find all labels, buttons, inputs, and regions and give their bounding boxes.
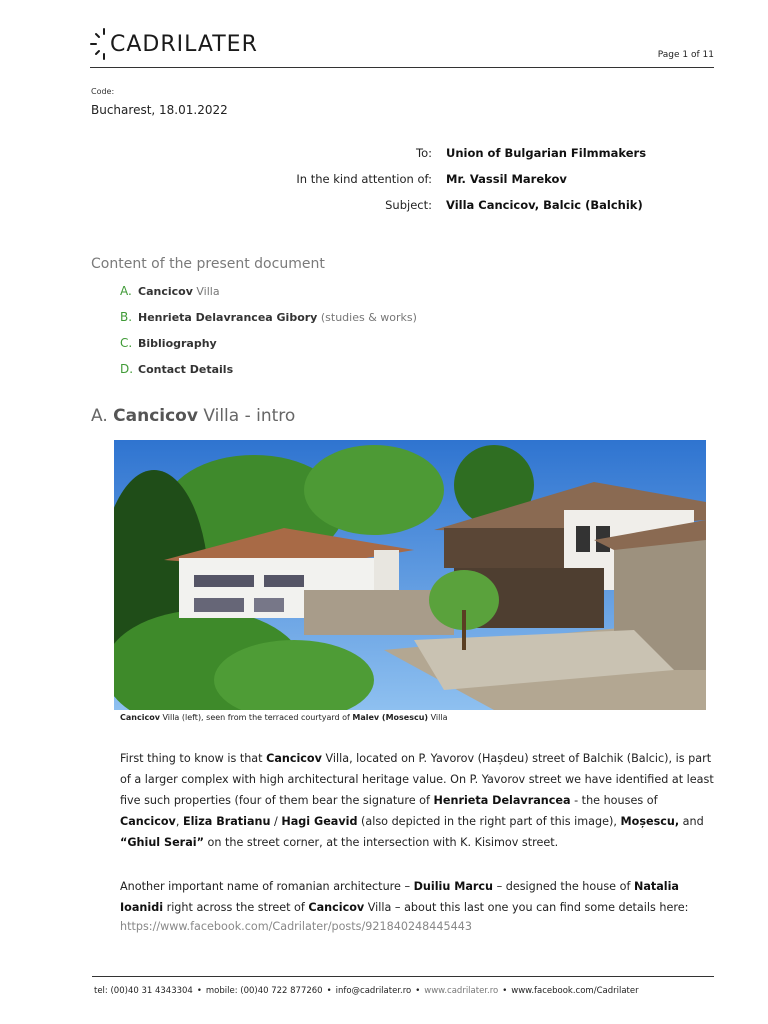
addressee-value: Union of Bulgarian Filmmakers — [446, 146, 647, 160]
text-run: – designed the house of — [493, 880, 634, 893]
footer-facebook[interactable]: www.facebook.com/Cadrilater — [511, 986, 639, 996]
subject-label: Subject: — [385, 198, 432, 212]
text-run: First thing to know is that — [120, 752, 267, 765]
addressee-label: To: — [416, 146, 432, 160]
subject-row — [90, 198, 714, 214]
section-a-heading — [91, 406, 295, 426]
logo-text: CADRILATER — [110, 31, 258, 57]
header-divider — [90, 67, 714, 68]
toc-item-bold: Henrieta Delavrancea Gibory — [138, 311, 318, 324]
code-label: Code: — [91, 87, 115, 96]
section-rest: Villa - intro — [197, 406, 296, 426]
footer-divider — [92, 976, 714, 977]
footer-separator: • — [502, 986, 508, 996]
caption-text-1: Villa (left), seen from the terraced courtyard of — [159, 713, 353, 722]
bold-run: Hagi Geavid — [281, 815, 358, 828]
second-paragraph — [120, 876, 720, 918]
bold-run: Cancicov — [308, 901, 365, 914]
text-run: - the houses of — [570, 794, 658, 807]
bold-run: Cancicov — [266, 752, 322, 765]
footer-separator: • — [196, 986, 202, 996]
photo-caption — [120, 713, 448, 722]
page-number: Page 1 of 11 — [657, 50, 714, 60]
toc-letter: A. — [120, 284, 132, 298]
caption-bold-2: Malev (Mosescu) — [352, 713, 429, 722]
text-run: , — [175, 815, 183, 828]
toc-item-d[interactable] — [120, 362, 233, 376]
subject-value: Villa Cancicov, Balcic (Balchik) — [446, 198, 643, 212]
bold-run: Moșescu, — [620, 815, 680, 828]
toc-item-rest: Villa — [192, 285, 220, 298]
text-run: on the street corner, at the intersection with K. Kisimov street. — [203, 836, 559, 849]
bold-run: Cancicov — [120, 815, 176, 828]
toc-letter: C. — [120, 336, 133, 350]
attention-label: In the kind attention of: — [296, 172, 432, 186]
toc-letter: B. — [120, 310, 133, 324]
intro-paragraph — [120, 748, 720, 853]
footer-website[interactable]: www.cadrilater.ro — [424, 986, 499, 996]
text-run: Villa, located on P. Yavorov (Hașdeu) street of Balchik (Balcic), is part of a larger complex with high architectural heritage value. On P. Yavorov street we have identified at least five such properties (four of them bear the signature of — [120, 752, 714, 807]
toc-item-a[interactable] — [120, 284, 220, 298]
text-run: Another important name of romanian architecture – — [120, 880, 414, 893]
sun-icon — [90, 27, 112, 61]
addressee-row — [90, 146, 714, 162]
caption-text-2: Villa — [428, 713, 448, 722]
caption-bold-1: Cancicov — [120, 713, 160, 722]
toc-item-b[interactable] — [120, 310, 417, 324]
text-run: and — [679, 815, 704, 828]
text-run: Villa – about this last one you can find some details here: — [364, 901, 689, 914]
villa-photo — [114, 440, 706, 710]
footer-separator: • — [326, 986, 332, 996]
toc-item-c[interactable] — [120, 336, 217, 350]
toc-item-bold: Bibliography — [138, 337, 217, 350]
bold-run: “Ghiul Serai” — [120, 836, 204, 849]
toc-item-bold: Contact Details — [138, 363, 234, 376]
footer-mobile: mobile: (00)40 722 877260 — [205, 986, 323, 996]
text-run: right across the street of — [163, 901, 309, 914]
place-date: Bucharest, 18.01.2022 — [91, 103, 228, 117]
toc-letter: D. — [120, 362, 134, 376]
footer-contacts — [94, 986, 639, 996]
facebook-post-link[interactable]: https://www.facebook.com/Cadrilater/posts/921840248445443 — [120, 920, 473, 933]
attention-value: Mr. Vassil Marekov — [446, 172, 567, 186]
text-run: (also depicted in the right part of this image), — [357, 815, 621, 828]
footer-phone: tel: (00)40 31 4343304 — [94, 986, 193, 996]
toc-item-rest: (studies & works) — [317, 311, 417, 324]
footer-email[interactable]: info@cadrilater.ro — [335, 986, 412, 996]
attention-row — [90, 172, 714, 188]
bold-run: Henrieta Delavrancea — [433, 794, 571, 807]
bold-run: Natalia Ioanidi — [120, 880, 679, 914]
company-logo — [90, 26, 258, 62]
footer-separator: • — [415, 986, 421, 996]
toc-item-bold: Cancicov — [138, 285, 193, 298]
section-bold: Cancicov — [113, 406, 198, 426]
text-run: / — [270, 815, 282, 828]
bold-run: Duiliu Marcu — [413, 880, 494, 893]
bold-run: Eliza Bratianu — [182, 815, 271, 828]
section-prefix: A. — [91, 406, 114, 426]
toc-title: Content of the present document — [91, 256, 325, 272]
